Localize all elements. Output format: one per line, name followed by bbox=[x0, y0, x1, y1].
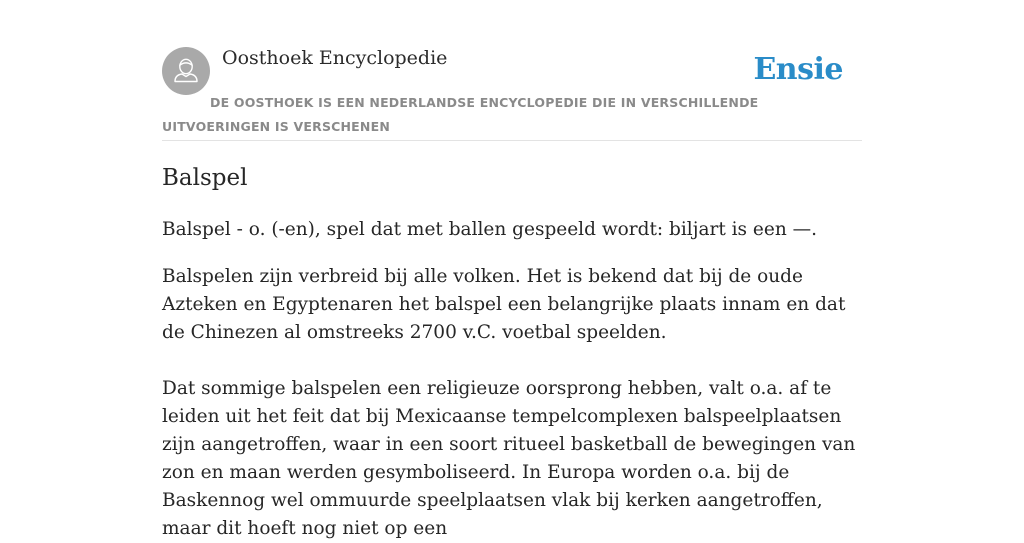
source-avatar[interactable] bbox=[162, 47, 210, 95]
user-silhouette-icon bbox=[162, 47, 210, 95]
source-header bbox=[162, 46, 862, 141]
source-tagline: DE OOSTHOEK IS EEN NEDERLANDSE ENCYCLOPEDIE DIE IN VERSCHILLENDE UITVOERINGEN IS VERSCHENEN bbox=[162, 95, 759, 134]
article bbox=[162, 162, 862, 543]
article-paragraph: Dat sommige balspelen een religieuze oorsprong hebben, valt o.a. af te leiden uit het feit dat bij Mexicaanse tempelcomplexen balspeelplaatsen zijn aangetroffen, waar in een soort ritueel basketball de bewegingen van zon en maan werden gesymboliseerd. In Europa worden o.a. bij de Baskennog wel ommuurde speelplaatsen vlak bij kerken aangetroffen, maar dit hoeft nog niet op een bbox=[162, 378, 856, 539]
article-definition: Balspel - o. (-en), spel dat met ballen gespeeld wordt: biljart is een —. bbox=[162, 219, 817, 240]
article-paragraph: Balspelen zijn verbreid bij alle volken. Het is bekend dat bij de oude Azteken en Egyptenaren het balspel een belangrijke plaats innam en dat de Chinezen al omstreeks 2700 v.C. voetbal speelden. bbox=[162, 266, 846, 343]
source-name[interactable]: Oosthoek Encyclopedie bbox=[222, 47, 448, 69]
brand-logo[interactable]: Ensie bbox=[753, 52, 843, 87]
article-title: Balspel bbox=[162, 165, 248, 191]
